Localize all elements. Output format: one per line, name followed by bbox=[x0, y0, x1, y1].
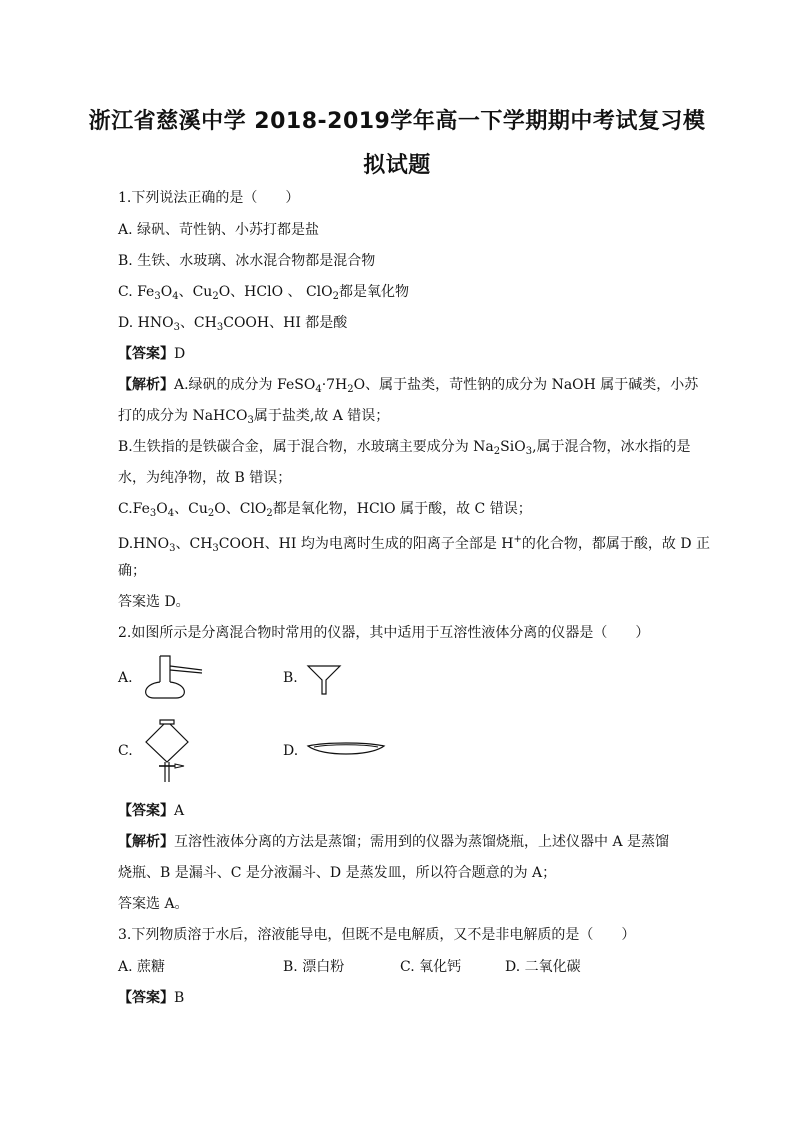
q1-answer: 【答案】D bbox=[118, 346, 186, 362]
q2-choose: 答案选 A。 bbox=[118, 896, 189, 912]
q1-option-a: A. 绿矾、苛性钠、小苏打都是盐 bbox=[118, 222, 320, 238]
q1-option-d: D. $HNO_3$、$CH_3COOH$、HI 都是酸 bbox=[118, 315, 348, 333]
q1-analysis-a-cont: 打的成分为 NaHCO$_3$属于盐类,故 A 错误； bbox=[118, 408, 390, 426]
q1-analysis-b: B.生铁指的是铁碳合金，属于混合物，水玻璃主要成分为 $Na_2SiO_3$,属于混合物，冰水指的是 bbox=[118, 439, 691, 457]
q1-analysis-a: 【解析】A.绿矾的成分为 $FeSO_4\cdot 7H_2O$、属于盐类，苛性钠的成分为 NaOH 属于碱类，小苏 bbox=[118, 377, 699, 395]
evaporating-dish-figure bbox=[306, 740, 386, 760]
q2-label-d: D. bbox=[283, 743, 299, 759]
q2-label-a: A. bbox=[118, 670, 133, 686]
q2-stem: 2.如图所示是分离混合物时常用的仪器，其中适用于互溶性液体分离的仪器是（ ） bbox=[118, 625, 650, 641]
q1-analysis-b-cont: 水，为纯净物，故 B 错误； bbox=[118, 470, 292, 486]
q1-analysis-c: $C.Fe_3O_4$、$Cu_2O$、ClO$_2$都是氧化物，HClO 属于酸，故 C 错误； bbox=[118, 501, 532, 519]
q2-analysis: 【解析】互溶性液体分离的方法是蒸馏；需用到的仪器为蒸馏烧瓶，上述仪器中 A 是蒸馏 bbox=[118, 834, 670, 850]
q3-option-c: C. 氧化钙 bbox=[400, 959, 462, 975]
q3-option-b: B. 漂白粉 bbox=[283, 959, 345, 975]
q2-analysis-cont: 烧瓶、B 是漏斗、C 是分液漏斗、D 是蒸发皿，所以符合题意的为 A； bbox=[118, 865, 557, 881]
q1-analysis-d: $D.HNO_3$、$CH_3COOH$、HI 均为电离时生成的阳离子全部是 H+的化合物，都属于酸，故 D 正 bbox=[118, 534, 711, 554]
q1-option-c: C. $Fe_3O_4$、$Cu_2O$、HClO 、 ClO$_2$都是氧化物 bbox=[118, 284, 409, 302]
q3-option-a: A. 蔗糖 bbox=[118, 959, 166, 975]
q2-label-c: C. bbox=[118, 743, 133, 759]
doc-title-line1: 浙江省慈溪中学 2018-2019学年高一下学期期中考试复习模 bbox=[88, 109, 706, 134]
q2-label-b: B. bbox=[283, 670, 298, 686]
q1-stem: 1.下列说法正确的是（ ） bbox=[118, 190, 300, 206]
doc-title-line2: 拟试题 bbox=[363, 153, 431, 178]
funnel-figure bbox=[306, 664, 342, 696]
q3-option-d: D. 二氧化碳 bbox=[505, 959, 581, 975]
q3-stem: 3.下列物质溶于水后，溶液能导电，但既不是电解质，又不是非电解质的是（ ） bbox=[118, 927, 636, 943]
q3-answer: 【答案】B bbox=[118, 990, 185, 1006]
q2-answer: 【答案】A bbox=[118, 803, 185, 819]
separatory-funnel-figure bbox=[142, 716, 196, 786]
distillation-flask-figure bbox=[140, 654, 220, 702]
q1-choose: 答案选 D。 bbox=[118, 594, 190, 610]
q1-analysis-d-cont: 确； bbox=[118, 563, 146, 579]
q1-option-b: B. 生铁、水玻璃、冰水混合物都是混合物 bbox=[118, 253, 376, 269]
